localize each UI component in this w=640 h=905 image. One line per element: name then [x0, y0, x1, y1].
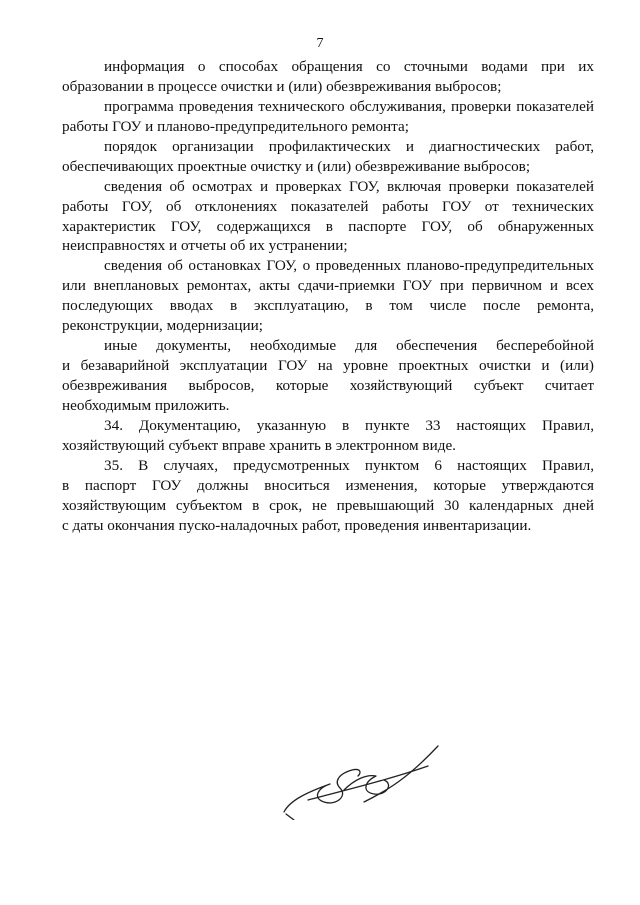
- text-line: образовании в процессе очистки и (или) обезвреживания выбросов;: [62, 77, 502, 95]
- text-line: необходимым приложить.: [62, 396, 230, 414]
- page-number: 7: [316, 36, 324, 51]
- text-line: программа проведения технического обслуживания, проверки показателей: [104, 97, 594, 115]
- text-line: последующих вводах в эксплуатацию, в том числе после ремонта,: [62, 297, 594, 315]
- text-line: иные документы, необходимые для обеспечения бесперебойной: [104, 337, 594, 355]
- text-line: 34. Документацию, указанную в пункте 33 настоящих Правил,: [104, 416, 594, 434]
- text-line: порядок организации профилактических и диагностических работ,: [104, 137, 594, 155]
- text-line: хозяйствующим субъектом в срок, не превышающий 30 календарных дней: [62, 496, 594, 514]
- text-line: хозяйствующий субъект вправе хранить в электронном виде.: [62, 436, 456, 454]
- document-body: [62, 57, 594, 536]
- text-line: информация о способах обращения со сточными водами при их: [104, 58, 594, 75]
- text-line: сведения об остановках ГОУ, о проведенных планово-предупредительных: [104, 257, 594, 275]
- text-line: неисправностях и отчеты об их устранении;: [62, 237, 348, 255]
- text-line: или внеплановых ремонтах, акты сдачи-приемки ГОУ при первичном и всех: [62, 277, 594, 295]
- handwritten-signature: [278, 740, 448, 820]
- text-line: 35. В случаях, предусмотренных пунктом 6 настоящих Правил,: [104, 456, 594, 474]
- text-line: работы ГОУ, об отклонениях показателей работы ГОУ от технических: [62, 197, 594, 215]
- text-line: работы ГОУ и планово-предупредительного ремонта;: [62, 117, 409, 135]
- text-line: характеристик ГОУ, содержащихся в паспорте ГОУ, об обнаруженных: [62, 217, 594, 235]
- text-line: реконструкции, модернизации;: [62, 317, 263, 335]
- text-line: сведения об осмотрах и проверках ГОУ, включая проверки показателей: [104, 177, 594, 195]
- text-line: обеспечивающих проектные очистку и (или) обезвреживание выбросов;: [62, 157, 531, 175]
- text-line: в паспорт ГОУ должны вноситься изменения, которые утверждаются: [62, 476, 594, 494]
- text-line: с даты окончания пуско-наладочных работ, проведения инвентаризации.: [62, 516, 532, 534]
- text-line: обезвреживания выбросов, которые хозяйствующий субъект считает: [62, 377, 594, 394]
- text-line: и безаварийной эксплуатации ГОУ на уровне проектных очистки и (или): [62, 357, 594, 375]
